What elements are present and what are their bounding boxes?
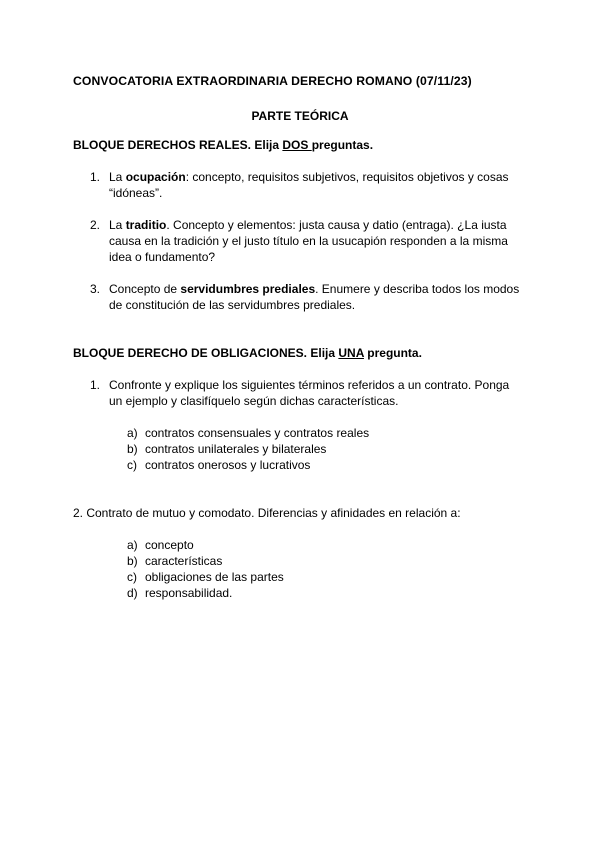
question-text (109, 217, 524, 265)
list-item-text: concepto (145, 538, 194, 552)
section-subtitle: PARTE TEÓRICA (251, 109, 349, 123)
question-text-pre: La (109, 170, 126, 184)
list-item (127, 585, 284, 601)
block2-question-2: 2. Contrato de mutuo y comodato. Diferencias y afinidades en relación a: (73, 506, 461, 520)
question-text-post: . Concepto y elementos: justa causa y datio (entraga). ¿La iusta causa en la tradición y el justo título en la usucapión responden a la misma idea o fundamento? (109, 218, 508, 264)
block2-heading (73, 345, 422, 361)
list-item-letter: b) (127, 554, 138, 568)
question-text-post: : concepto, requisitos subjetivos, requisitos objetivos y cosas “idóneas”. (109, 170, 509, 200)
list-item-text: contratos consensuales y contratos reales (145, 426, 370, 440)
question-number: 2. (90, 218, 101, 232)
block1-heading (73, 137, 373, 153)
list-item (127, 457, 369, 473)
question-text-pre: Concepto de (109, 282, 181, 296)
list-item (127, 425, 369, 441)
question-keyword: traditio (125, 218, 167, 232)
list-item-letter: d) (127, 586, 138, 600)
question-number: 1. (90, 378, 101, 392)
question-text-post: . Enumere y describa todos los modos de constitución de las servidumbres prediales. (109, 282, 520, 312)
block1-heading-prefix: BLOQUE DERECHOS REALES. Elija (73, 138, 283, 152)
question-text (109, 169, 524, 201)
list-item-letter: b) (127, 442, 138, 456)
question-text: Confronte y explique los siguientes términos referidos a un contrato. Ponga un ejemplo y clasifíquelo según dichas características. (109, 378, 510, 408)
block1-heading-emphasis: DOS (282, 138, 312, 152)
list-item-text: características (145, 554, 223, 568)
list-item-letter: c) (127, 570, 137, 584)
block2-q1-options (127, 425, 369, 473)
list-item (127, 441, 369, 457)
block2-q2-options (127, 537, 284, 601)
list-item-letter: a) (127, 538, 138, 552)
list-item (127, 537, 284, 553)
list-item-text: obligaciones de las partes (145, 570, 284, 584)
list-item-text: responsabilidad. (145, 586, 233, 600)
question-text (109, 281, 524, 313)
list-item-letter: a) (127, 426, 138, 440)
list-item-text: contratos unilaterales y bilaterales (145, 442, 327, 456)
question-keyword: servidumbres prediales (180, 282, 316, 296)
list-item-letter: c) (127, 458, 137, 472)
question-number: 1. (90, 170, 101, 184)
block1-heading-suffix: preguntas. (311, 138, 374, 152)
question-text-pre: La (109, 218, 126, 232)
list-item (127, 569, 284, 585)
question-keyword: ocupación (125, 170, 186, 184)
document-title: CONVOCATORIA EXTRAORDINARIA DERECHO ROMANO (07/11/23) (73, 74, 472, 88)
block2-heading-emphasis: UNA (338, 346, 364, 360)
block2-heading-prefix: BLOQUE DERECHO DE OBLIGACIONES. Elija (73, 346, 339, 360)
block2-heading-suffix: pregunta. (363, 346, 422, 360)
question-number: 3. (90, 282, 101, 296)
list-item-text: contratos onerosos y lucrativos (145, 458, 311, 472)
list-item (127, 553, 284, 569)
